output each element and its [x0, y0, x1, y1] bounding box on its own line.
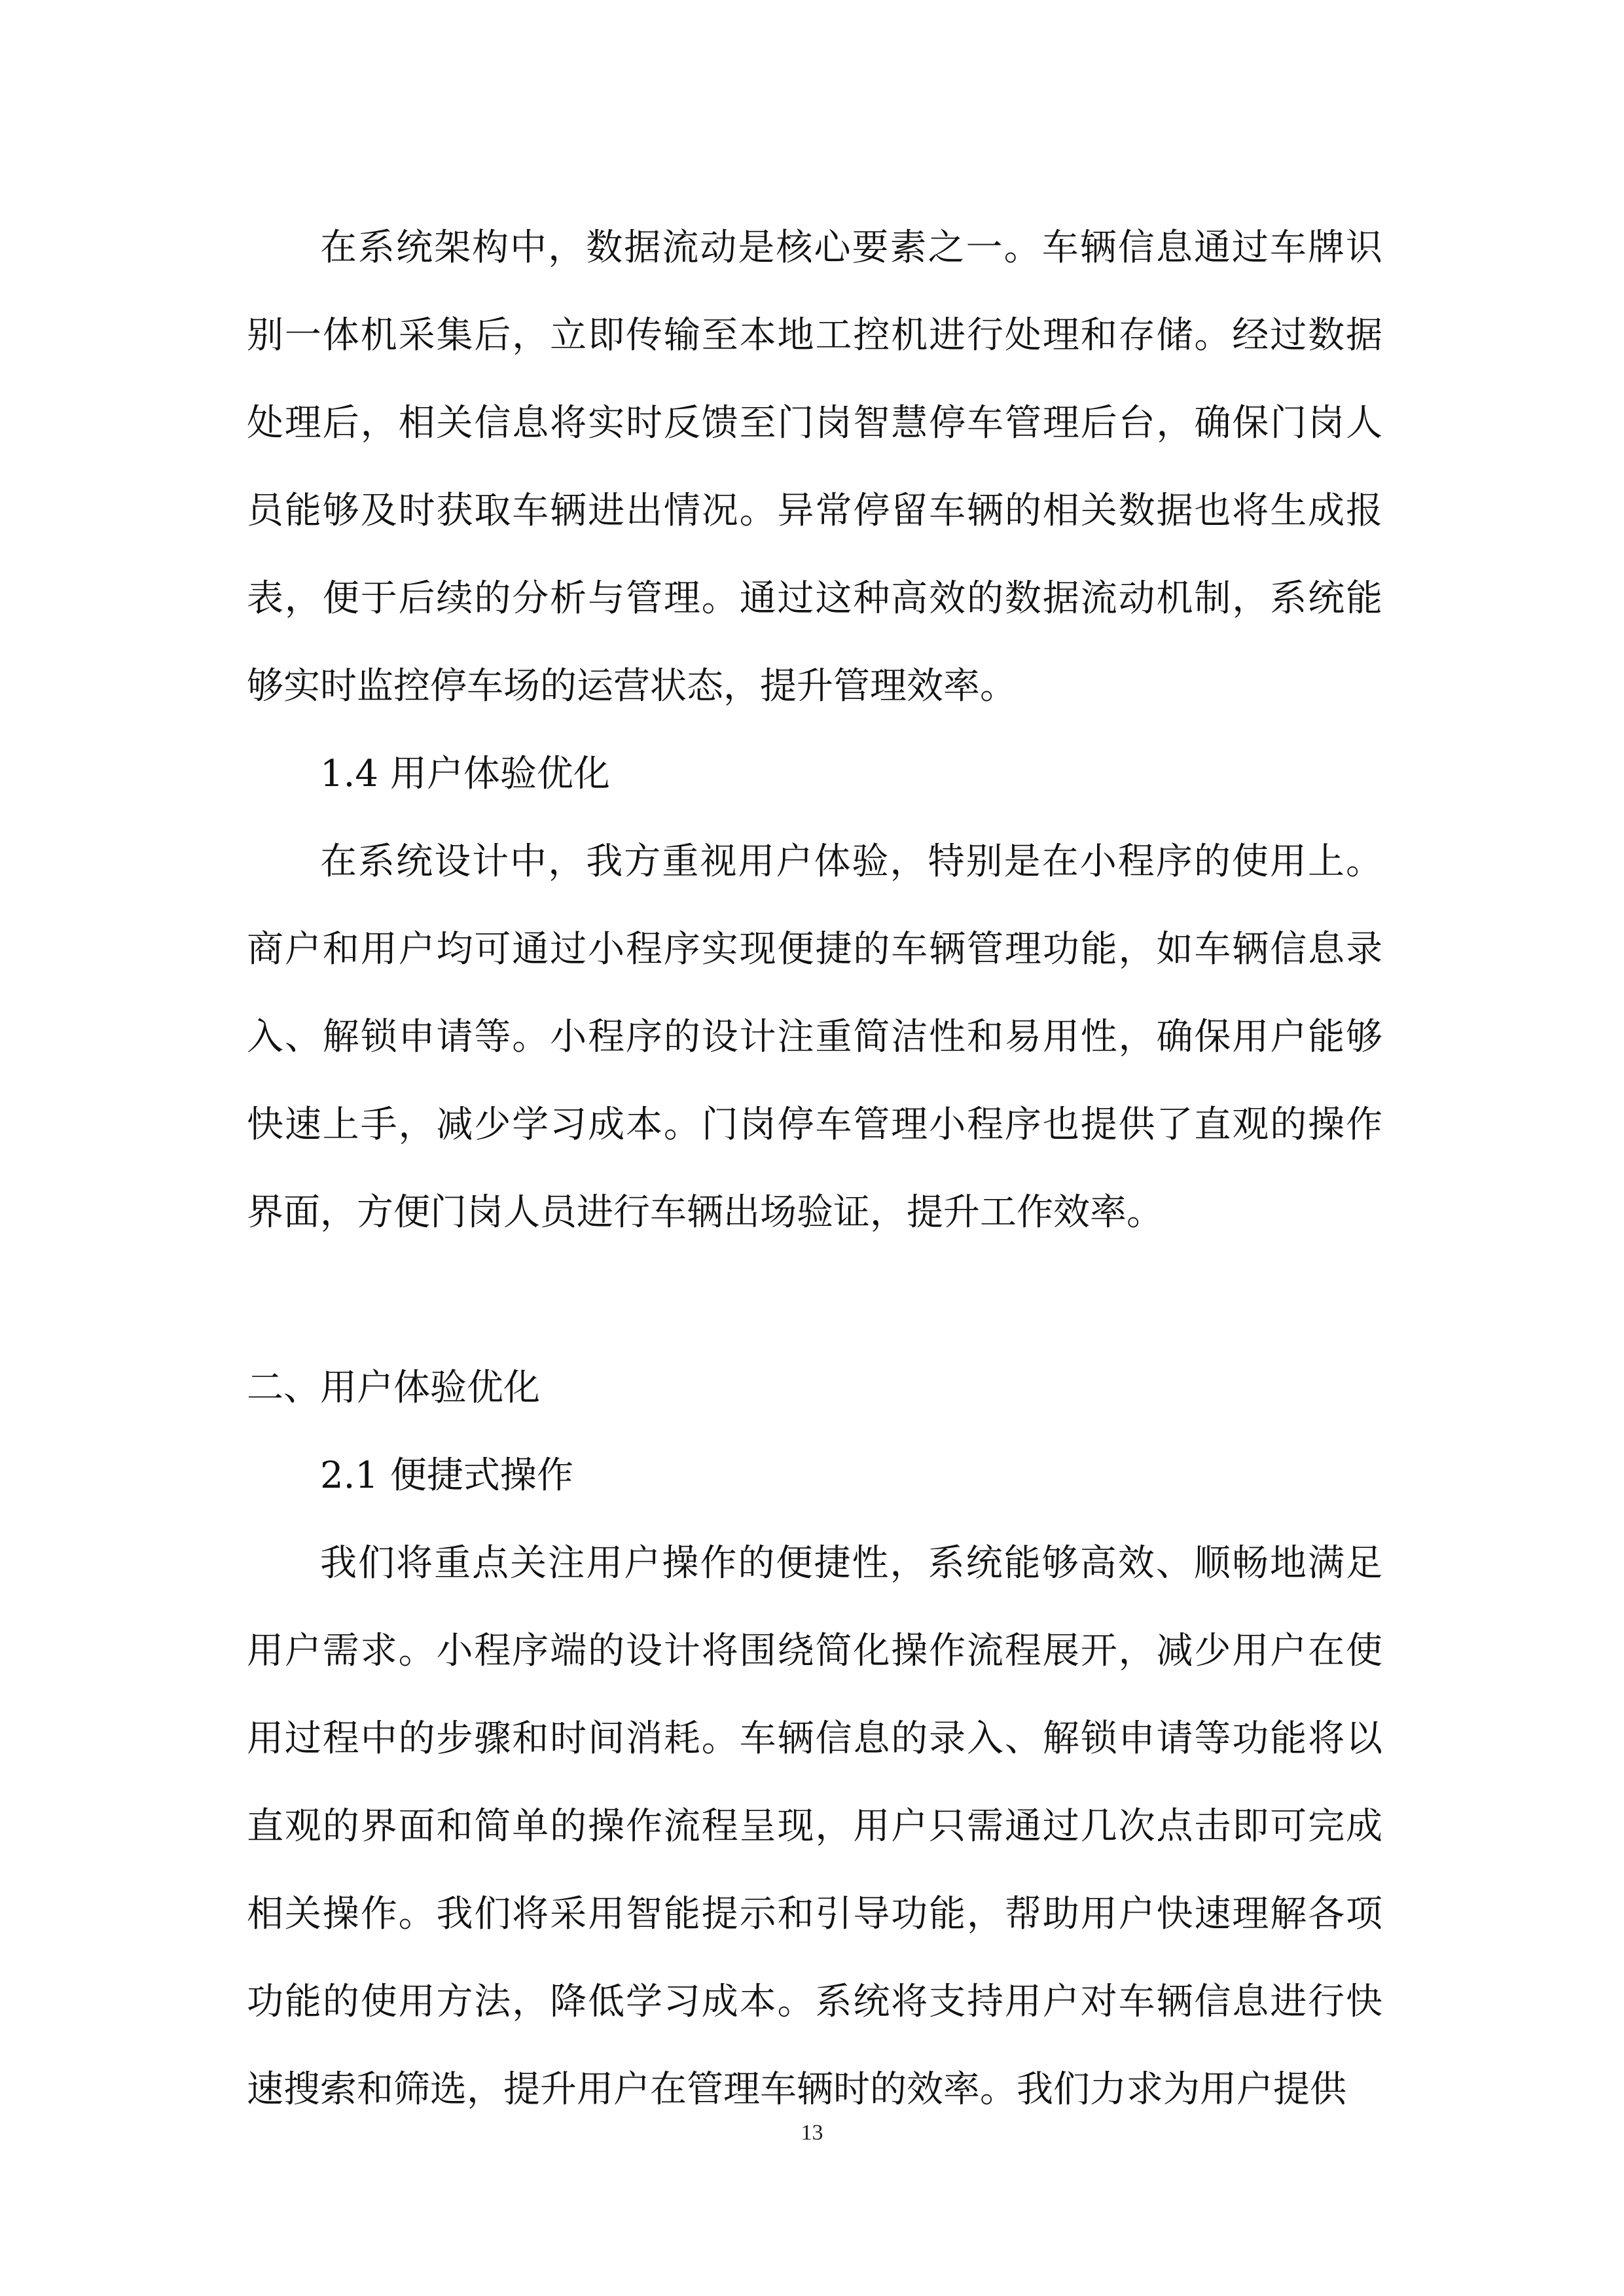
section-heading-2-1: 2.1 便捷式操作 [320, 1454, 573, 1497]
paragraph-convenient-operation: 我们将重点关注用户操作的便捷性，系统能够高效、顺畅地满足用户需求。小程序端的设计将围绕简化操作流程展开，减少用户在使用过程中的步骤和时间消耗。车辆信息的录入、解锁申请等功能将以直观的界面和简单的操作流程呈现，用户只需通过几次点击即可完成相关操作。我们将采用智能提示和引导功能，帮助用户快速理解各项功能的使用方法，降低学习成本。系统将支持用户对车辆信息进行快速搜索和筛选，提升用户在管理车辆时的效率。我们力求为用户提供 [247, 1542, 1382, 2111]
page-content [247, 204, 1382, 2134]
chapter-heading-2: 二、用户体验优化 [247, 1367, 540, 1409]
paragraph-user-experience: 在系统设计中，我方重视用户体验，特别是在小程序的使用上。商户和用户均可通过小程序实现便捷的车辆管理功能，如车辆信息录入、解锁申请等。小程序的设计注重简洁性和易用性，确保用户能够快速上手，减少学习成本。门岗停车管理小程序也提供了直观的操作界面，方便门岗人员进行车辆出场验证，提升工作效率。 [247, 840, 1382, 1234]
page-number: 13 [801, 2121, 823, 2145]
section-heading-1-4: 1.4 用户体验优化 [320, 753, 610, 795]
paragraph-data-flow: 在系统架构中，数据流动是核心要素之一。车辆信息通过车牌识别一体机采集后，立即传输至本地工控机进行处理和存储。经过数据处理后，相关信息将实时反馈至门岗智慧停车管理后台，确保门岗人员能够及时获取车辆进出情况。异常停留车辆的相关数据也将生成报表，便于后续的分析与管理。通过这种高效的数据流动机制，系统能够实时监控停车场的运营状态，提升管理效率。 [247, 226, 1382, 708]
